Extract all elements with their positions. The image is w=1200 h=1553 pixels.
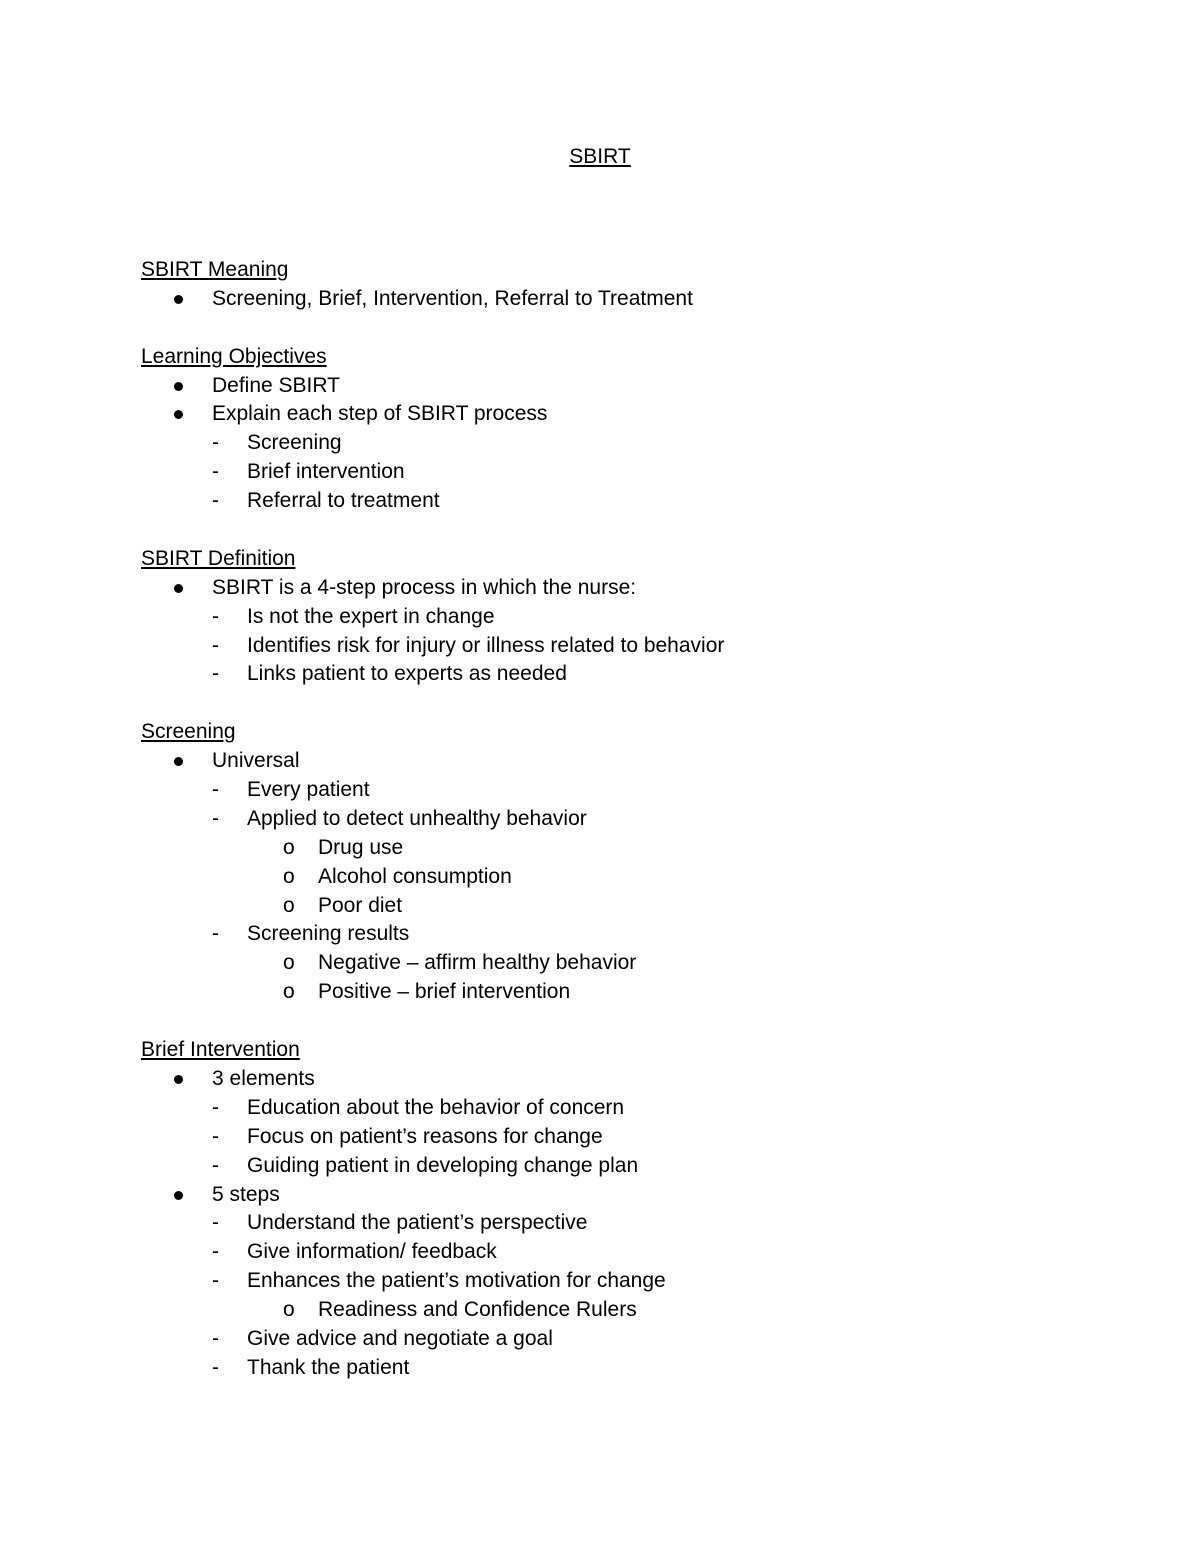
section-heading: Learning Objectives: [141, 344, 327, 368]
list-item: [141, 285, 1141, 314]
list-item: [141, 1354, 1141, 1383]
list-item: [141, 400, 1141, 429]
list-item-text: Screening, Brief, Intervention, Referral to Treatment: [212, 286, 693, 310]
bullet-icon: [174, 372, 183, 391]
dash-marker: -: [212, 1211, 219, 1235]
list-item-text: Alcohol consumption: [318, 864, 512, 888]
list-item-text: Poor diet: [318, 893, 403, 917]
dash-marker: -: [212, 1124, 219, 1148]
bullet-icon: [174, 400, 183, 419]
list-item-text: Guiding patient in developing change plan: [247, 1153, 639, 1177]
list-item-text: Give information/ feedback: [247, 1240, 497, 1264]
circle-marker: o: [283, 835, 295, 859]
list-item-text: Readiness and Confidence Rulers: [318, 1298, 637, 1322]
circle-marker: o: [283, 893, 295, 917]
list-item: [141, 429, 1141, 458]
list-item: [141, 834, 1141, 863]
list-item: [141, 805, 1141, 834]
list-item: [141, 1181, 1141, 1210]
document-title: SBIRT: [569, 145, 631, 168]
list-item: [141, 1209, 1141, 1238]
dash-marker: -: [212, 1355, 219, 1379]
list-item: [141, 487, 1141, 516]
list-item: [141, 1296, 1141, 1325]
list-item: [141, 863, 1141, 892]
list-item: [141, 660, 1141, 689]
list-item: [141, 920, 1141, 949]
section-spacer: [141, 689, 1141, 718]
list-item: [141, 1094, 1141, 1123]
dash-marker: -: [212, 1240, 219, 1264]
list-item: [141, 372, 1141, 401]
dash-marker: -: [212, 1095, 219, 1119]
list-item-text: Understand the patient’s perspective: [247, 1211, 588, 1235]
list-item-text: Screening results: [247, 922, 410, 946]
bullet-icon: [174, 747, 183, 766]
bullet-icon: [174, 574, 183, 593]
list-item: [141, 1123, 1141, 1152]
section-heading: SBIRT Meaning: [141, 258, 289, 281]
circle-marker: o: [283, 980, 295, 1004]
dash-marker: -: [212, 778, 219, 802]
list-item-text: Give advice and negotiate a goal: [247, 1326, 553, 1350]
list-item-text: Universal: [212, 749, 300, 773]
list-item-text: Thank the patient: [247, 1355, 410, 1379]
list-item-text: Enhances the patient’s motivation for change: [247, 1269, 666, 1293]
bullet-icon: [174, 1065, 183, 1084]
list-item-text: Negative – affirm healthy behavior: [318, 951, 637, 975]
dash-marker: -: [212, 1153, 219, 1177]
list-item: [141, 458, 1141, 487]
section-heading: SBIRT Definition: [141, 546, 296, 570]
list-item-text: Brief intervention: [247, 460, 405, 484]
section-spacer: [141, 314, 1141, 343]
list-item-text: Positive – brief intervention: [318, 980, 571, 1004]
section-spacer: [141, 516, 1141, 545]
list-item: [141, 632, 1141, 661]
dash-marker: -: [212, 1326, 219, 1350]
list-item: [141, 574, 1141, 603]
list-item: [141, 1065, 1141, 1094]
list-item-text: Education about the behavior of concern: [247, 1095, 625, 1119]
list-item: [141, 1238, 1141, 1267]
list-item-text: Every patient: [247, 778, 370, 802]
bullet-icon: [174, 1181, 183, 1200]
section-spacer: [141, 1007, 1141, 1036]
list-item-text: Screening: [247, 431, 342, 455]
list-item: [141, 892, 1141, 921]
dash-marker: -: [212, 604, 219, 628]
circle-marker: o: [283, 1298, 295, 1322]
document-body: [141, 256, 1141, 1383]
section-heading: Brief Intervention: [141, 1038, 300, 1062]
circle-marker: o: [283, 864, 295, 888]
list-item: [141, 1325, 1141, 1354]
list-item: [141, 747, 1141, 776]
list-item-text: Identifies risk for injury or illness related to behavior: [247, 633, 725, 657]
list-item: [141, 776, 1141, 805]
list-item-text: Referral to treatment: [247, 489, 440, 513]
list-item: [141, 603, 1141, 632]
list-item-text: Links patient to experts as needed: [247, 662, 567, 686]
bullet-icon: [174, 285, 183, 304]
dash-marker: -: [212, 662, 219, 686]
dash-marker: -: [212, 1269, 219, 1293]
list-item-text: SBIRT is a 4-step process in which the nurse:: [212, 575, 637, 599]
list-item: [141, 978, 1141, 1007]
list-item-text: Drug use: [318, 835, 404, 859]
list-item-text: Applied to detect unhealthy behavior: [247, 806, 587, 830]
list-item: [141, 1267, 1141, 1296]
dash-marker: -: [212, 922, 219, 946]
section-heading: Screening: [141, 720, 236, 744]
list-item-text: 5 steps: [212, 1182, 280, 1206]
list-item-text: Explain each step of SBIRT process: [212, 402, 548, 426]
list-item-text: 3 elements: [212, 1066, 315, 1090]
dash-marker: -: [212, 431, 219, 455]
dash-marker: -: [212, 806, 219, 830]
list-item: [141, 1152, 1141, 1181]
circle-marker: o: [283, 951, 295, 975]
list-item-text: Define SBIRT: [212, 373, 340, 397]
list-item-text: Is not the expert in change: [247, 604, 495, 628]
dash-marker: -: [212, 633, 219, 657]
list-item-text: Focus on patient’s reasons for change: [247, 1124, 603, 1148]
dash-marker: -: [212, 460, 219, 484]
dash-marker: -: [212, 489, 219, 513]
list-item: [141, 949, 1141, 978]
